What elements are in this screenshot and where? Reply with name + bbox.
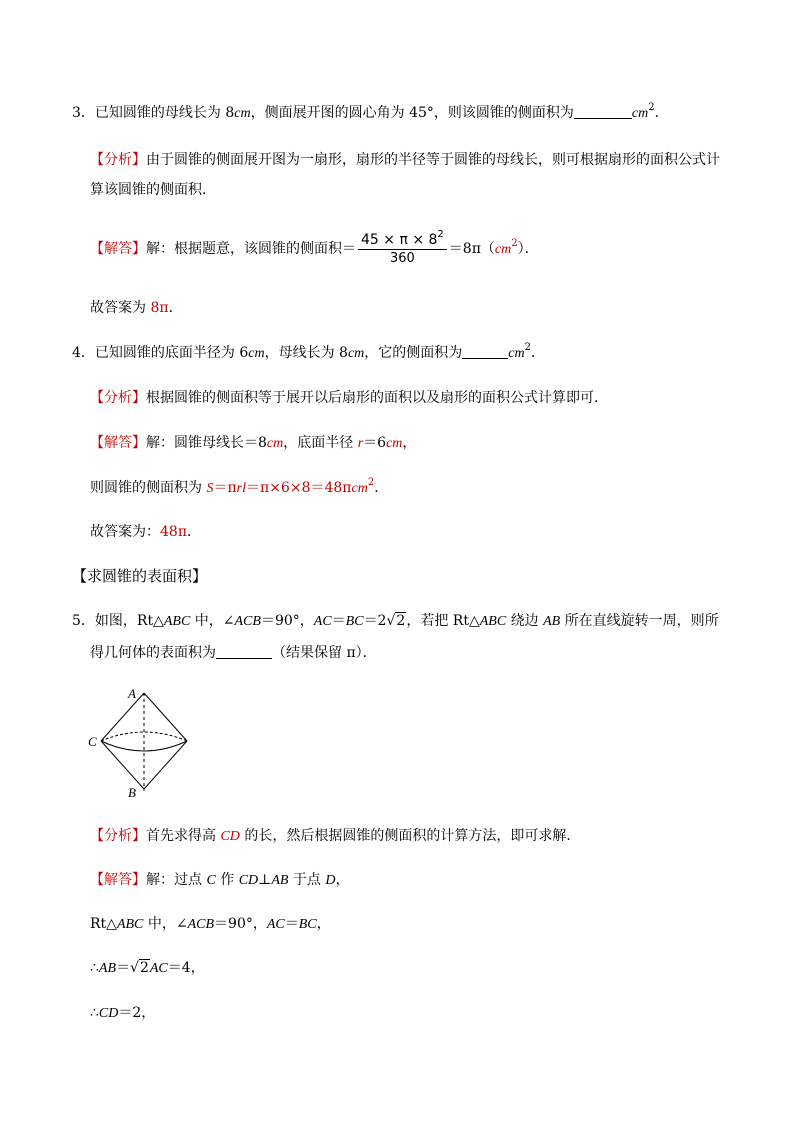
- q5-question-line2: 得几何体的表面积为 （结果保留 π）．: [90, 645, 377, 661]
- label-c: C: [88, 734, 97, 749]
- answer-tag: 【解答】: [90, 241, 146, 257]
- q5-number: 5．: [72, 613, 95, 629]
- q4-answer-blank[interactable]: [462, 344, 508, 359]
- q5-answer-line2: Rt△ABC 中，∠ACB＝90°，AC＝BC，: [90, 916, 331, 932]
- section-title: 【求圆锥的表面积】: [72, 567, 208, 585]
- q5-answer-blank[interactable]: [216, 644, 272, 659]
- q3-answer-blank[interactable]: [574, 104, 632, 119]
- q3-answer: 【解答】解：根据题意，该圆锥的侧面积＝ $\frac{45 \times \pi \times 8^2}{360}$ $=8\pi(cm^2)$．: [90, 228, 539, 266]
- q3-final: 故答案为 8π．: [90, 300, 183, 316]
- q4-number: 4．: [72, 345, 95, 361]
- q5-answer-line1: 【解答】解：过点 C 作 CD⊥AB 于点 D，: [90, 872, 350, 888]
- q5-answer-line3: ∴AB＝√2AC＝4，: [90, 960, 205, 976]
- q3-question: 3．已知圆锥的母线长为 8cm，侧面展开图的圆心角为 45°，则该圆锥的侧面积为 $cm^2$．: [72, 102, 669, 121]
- analysis-tag: 【分析】: [90, 152, 146, 168]
- q4-answer-line2: 则圆锥的侧面积为 S＝πrl＝π×6×8＝48πcm$^2$．: [90, 477, 389, 496]
- label-a: A: [128, 686, 136, 701]
- q3-number: 3．: [72, 105, 95, 121]
- q3-analysis-cont: 算该圆锥的侧面积．: [90, 182, 216, 198]
- label-b: B: [128, 785, 136, 800]
- sqrt-symbol: √2: [386, 613, 406, 629]
- sqrt-symbol: √2: [130, 960, 149, 976]
- q4-question: 4．已知圆锥的底面半径为 6cm，母线长为 8cm，它的侧面积为 $cm^2$．: [72, 342, 545, 361]
- q4-final: 故答案为：48π．: [90, 524, 202, 540]
- q5-answer-line4: ∴CD＝2，: [90, 1005, 156, 1021]
- q3-fraction: $\frac{45 \times \pi \times 8^2}{360}$: [358, 231, 447, 268]
- q5-analysis: 【分析】首先求得高 CD 的长，然后根据圆锥的侧面积的计算方法，即可求解．: [90, 828, 581, 844]
- double-cone-figure: [84, 683, 194, 801]
- q3-analysis: 【分析】由于圆锥的侧面展开图为一扇形，扇形的半径等于圆锥的母线长，则可根据扇形的面积公式计: [90, 152, 720, 168]
- q4-analysis: 【分析】根据圆锥的侧面积等于展开以后扇形的面积以及扇形的面积公式计算即可．: [90, 390, 608, 406]
- q5-question-line1: 5．如图，Rt△ABC 中，∠ACB＝90°，AC＝BC＝2√2，若把 Rt△ABC 绕边 AB 所在直线旋转一周，则所: [72, 613, 719, 629]
- q4-answer-line1: 【解答】解：圆锥母线长＝8cm，底面半径 r＝6cm，: [90, 435, 417, 451]
